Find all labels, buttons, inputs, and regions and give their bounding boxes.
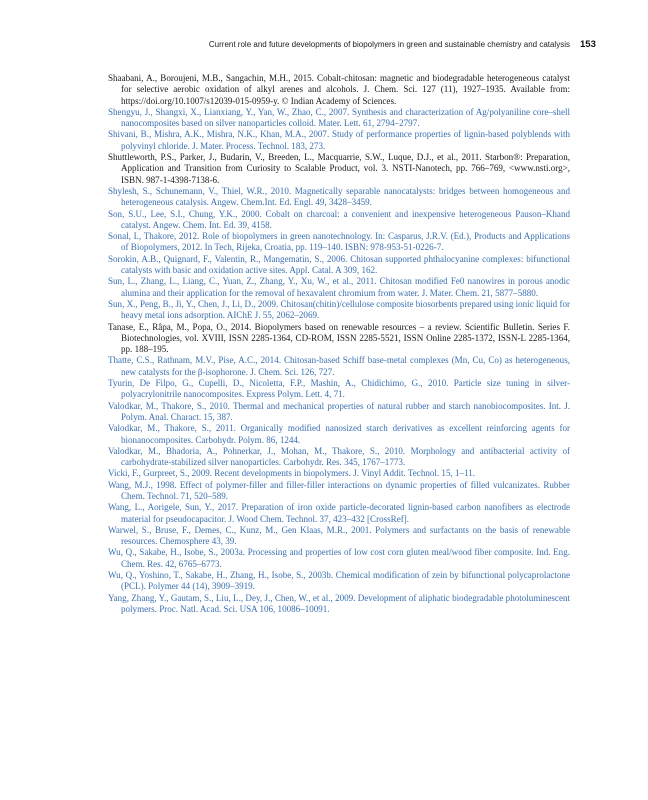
reference-entry[interactable]: Sun, L., Zhang, L., Liang, C., Yuan, Z., Zhang, Y., Xu, W., et al., 2011. Chitosan modified Fe0 nanowires in porous anodic alumina and their application for the removal of hexavalent chromium from water. J. Mater. Chem. 21, 5877–5880.	[108, 276, 570, 298]
reference-entry[interactable]: Wang, L., Aorigele, Sun, Y., 2017. Preparation of iron oxide particle-decorated lignin-based carbon nanofibers as electrode material for pseudocapacitor. J. Wood Chem. Technol. 37, 423–432 [CrossRef].	[108, 502, 570, 524]
reference-entry[interactable]: Sun, X., Peng, B., Ji, Y., Chen, J., Li, D., 2009. Chitosan(chitin)/cellulose composite biosorbents prepared using ionic liquid for heavy metal ions adsorption. AIChE J. 55, 2062–2069.	[108, 298, 570, 321]
reference-entry[interactable]: Wu, Q., Sakabe, H., Isobe, S., 2003a. Processing and properties of low cost corn gluten meal/wood fiber composite. Ind. Eng. Chem. Res. 42, 6765–6773.	[108, 547, 570, 569]
reference-entry[interactable]: Wu, Q., Yoshino, T., Sakabe, H., Zhang, H., Isobe, S., 2003b. Chemical modification of zein by bifunctional polycaprolactone (PCL). Polymer 44 (14), 3909–3919.	[108, 570, 570, 592]
page-number: 153	[580, 39, 596, 50]
reference-entry[interactable]: Shivani, B., Mishra, A.K., Mishra, N.K., Khan, M.A., 2007. Study of performance properties of lignin-based polyblends with polyvinyl chloride. J. Mater. Process. Technol. 183, 273.	[108, 129, 570, 151]
reference-entry[interactable]: Yang, Zhang, Y., Gautam, S., Liu, L., Dey, J., Chen, W., et al., 2009. Development of aliphatic biodegradable photoluminescent polymers. Proc. Natl. Acad. Sci. USA 106, 10086–10091.	[108, 592, 570, 614]
reference-list	[108, 73, 570, 615]
reference-entry[interactable]: Son, S.U., Lee, S.I., Chung, Y.K., 2000. Cobalt on charcoal: a convenient and inexpensive heterogeneous Pauson–Khand catalyst. Angew. Chem. Int. Ed. 39, 4158.	[108, 208, 570, 230]
reference-entry: Shaabani, A., Boroujeni, M.B., Sangachin, M.H., 2015. Cobalt-chitosan: magnetic and biodegradable heterogeneous catalyst for selective aerobic oxidation of alkyl arenes and alcohols. J. Chem. Sci. 127 (11), 1927–1935. Available from: https://doi.org/10.1007/s12039-015-0959-y. © Indian Academy of Sciences.	[108, 73, 570, 106]
reference-entry[interactable]: Warwel, S., Bruse, F., Demes, C., Kunz, M., Gen Klaas, M.R., 2001. Polymers and surfactants on the basis of renewable resources. Chemosphere 43, 39.	[108, 524, 570, 547]
running-header: Current role and future developments of biopolymers in green and sustainable chemistry and catalysis	[208, 40, 570, 49]
reference-entry[interactable]: Shylesh, S., Schunemann, V., Thiel, W.R., 2010. Magnetically separable nanocatalysts: bridges between homogeneous and heterogeneous catalysis. Angew. Chem.Int. Ed. Engl. 49, 3428–3459.	[108, 185, 570, 208]
reference-entry[interactable]: Valodkar, M., Thakore, S., 2011. Organically modified nanosized starch derivatives as excellent reinforcing agents for bionanocomposites. Carbohydr. Polym. 86, 1244.	[108, 423, 570, 445]
reference-entry[interactable]: Valodkar, M., Bhadoria, A., Pohnerkar, J., Mohan, M., Thakore, S., 2010. Morphology and antibacterial activity of carbohydrate-stabilized silver nanoparticles. Carbohydr. Res. 345, 1767–1773.	[108, 445, 570, 468]
reference-entry: Tanase, E., Râpa, M., Popa, O., 2014. Biopolymers based on renewable resources – a review. Scientific Bulletin. Series F. Biotechnologies, vol. XVIII, ISSN 2285-1364, CD-ROM, ISSN 2285-5521, ISSN Online 2285-1372, ISSN-L 2285-1364, pp. 188–195.	[108, 321, 570, 355]
reference-entry: Shuttleworth, P.S., Parker, J., Budarin, V., Breeden, L., Macquarrie, S.W., Luque, D.J., et al., 2011. Starbon®: Preparation, Application and Transition from Curiosity to Scalable Product, vol. 3. NSTI-Nanotech, pp. 766–769, <www.nsti.org>, ISBN. 987-1-4398-7138-6.	[108, 152, 570, 185]
reference-entry[interactable]: Vicki, F., Gurpreet, S., 2009. Recent developments in biopolymers. J. Vinyl Addit. Technol. 15, 1–11.	[108, 468, 476, 479]
reference-entry[interactable]: Sonal, I., Thakore, 2012. Role of biopolymers in green nanotechnology. In: Casparus, J.R.V. (Ed.), Products and Applications of Biopolymers, 2012. In Tech, Rijeka, Croatia, pp. 119–140. ISBN: 978-953-51-0226-7.	[108, 231, 570, 253]
reference-entry[interactable]: Shengyu, J., Shangxi, X., Lianxiang, Y., Yan, W., Zhao, C., 2007. Synthesis and characterization of Ag/polyaniline core–shell nanocomposites based on silver nanoparticles colloid. Mater. Lett. 61, 2794–2797.	[108, 106, 570, 129]
reference-entry[interactable]: Valodkar, M., Thakore, S., 2010. Thermal and mechanical properties of natural rubber and starch nanobiocomposites. Int. J. Polym. Anal. Charact. 15, 387.	[108, 400, 570, 422]
reference-entry[interactable]: Wang, M.J., 1998. Effect of polymer-filler and filler-filler interactions on dynamic properties of filled vulcanizates. Rubber Chem. Technol. 71, 520–589.	[108, 479, 570, 501]
reference-entry[interactable]: Tyurin, De Filpo, G., Cupelli, D., Nicoletta, F.P., Mashin, A., Chidichimo, G., 2010. Particle size tuning in silver-polyacrylonitrile nanocomposites. Express Polym. Lett. 4, 71.	[108, 378, 570, 400]
reference-entry[interactable]: Thatte, C.S., Rathnam, M.V., Pise, A.C., 2014. Chitosan-based Schiff base-metal complexes (Mn, Cu, Co) as heterogeneous, new catalysts for the β-isophorone. J. Chem. Sci. 126, 727.	[108, 355, 570, 377]
reference-entry[interactable]: Sorokin, A.B., Quignard, F., Valentin, R., Mangematin, S., 2006. Chitosan supported phthalocyanine complexes: bifunctional catalysts with basic and oxidation active sites. Appl. Catal. A 309, 162.	[108, 253, 570, 276]
